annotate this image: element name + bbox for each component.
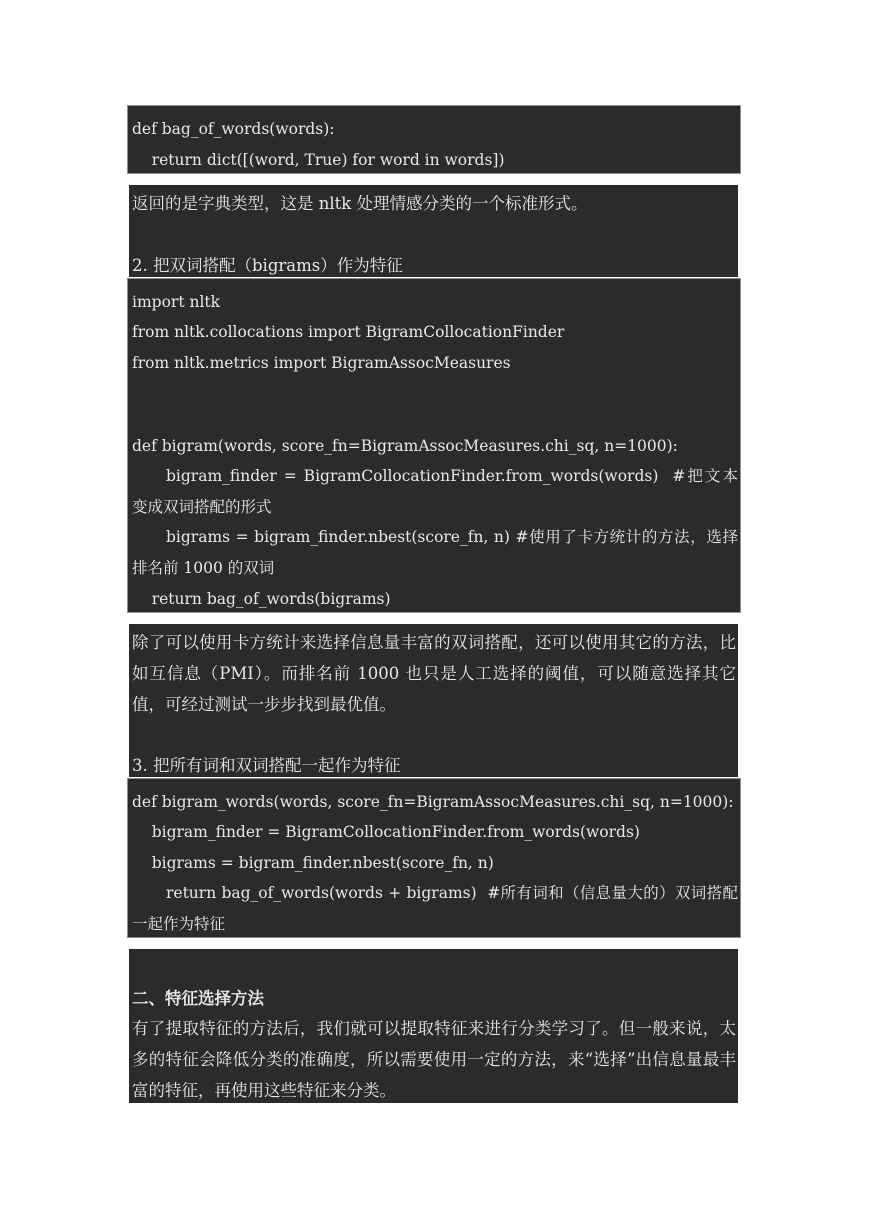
- code-line: def bigram_words(words, score_fn=BigramAssocMeasures.chi_sq, n=1000):: [132, 793, 734, 811]
- section-heading: 3. 把所有词和双词搭配一起作为特征: [132, 756, 401, 775]
- code-line: from nltk.metrics import BigramAssocMeasures: [132, 354, 511, 372]
- code-line-wrapped: bigram_finder = BigramCollocationFinder.from_words(words) #把文本变成双词搭配的形式: [132, 467, 738, 516]
- section-heading: 二、特征选择方法: [132, 989, 264, 1008]
- code-line: bigram_finder = BigramCollocationFinder.from_words(words): [132, 823, 640, 841]
- code-line: bigrams = bigram_finder.nbest(score_fn, n): [132, 854, 494, 872]
- section-heading: 2. 把双词搭配（bigrams）作为特征: [132, 256, 403, 275]
- code-block-bigram: [127, 278, 741, 613]
- code-line-wrapped: return bag_of_words(words + bigrams) #所有词和（信息量大的）双词搭配一起作为特征: [132, 884, 738, 933]
- code-line: return bag_of_words(bigrams): [132, 590, 391, 608]
- code-block-bag-of-words: [127, 105, 741, 174]
- code-line: import nltk: [132, 293, 221, 311]
- paragraph-text: 除了可以使用卡方统计来选择信息量丰富的双词搭配，还可以使用其它的方法，比如互信息（PMI）。而排名前 1000 也只是人工选择的阈值，可以随意选择其它值，可经过测试一步步找到最优值。: [132, 633, 736, 714]
- paragraph-text: 有了提取特征的方法后，我们就可以提取特征来进行分类学习了。但一般来说，太多的特征会降低分类的准确度，所以需要使用一定的方法，来“选择”出信息量最丰富的特征，再使用这些特征来分类。: [132, 1019, 736, 1100]
- code-line: from nltk.collocations import BigramCollocationFinder: [132, 323, 565, 341]
- prose-block-intro: [129, 185, 738, 277]
- prose-block-pmi: [129, 624, 738, 777]
- code-block-bigram-words: [127, 778, 741, 938]
- code-line: return dict([(word, True) for word in words]): [132, 151, 505, 169]
- code-line: def bigram(words, score_fn=BigramAssocMeasures.chi_sq, n=1000):: [132, 437, 678, 455]
- prose-block-feature-selection: [129, 949, 738, 1103]
- code-line-wrapped: bigrams = bigram_finder.nbest(score_fn, n) #使用了卡方统计的方法，选择排名前 1000 的双词: [132, 528, 738, 577]
- paragraph-text: 返回的是字典类型，这是 nltk 处理情感分类的一个标准形式。: [132, 194, 588, 213]
- code-line: def bag_of_words(words):: [132, 120, 335, 138]
